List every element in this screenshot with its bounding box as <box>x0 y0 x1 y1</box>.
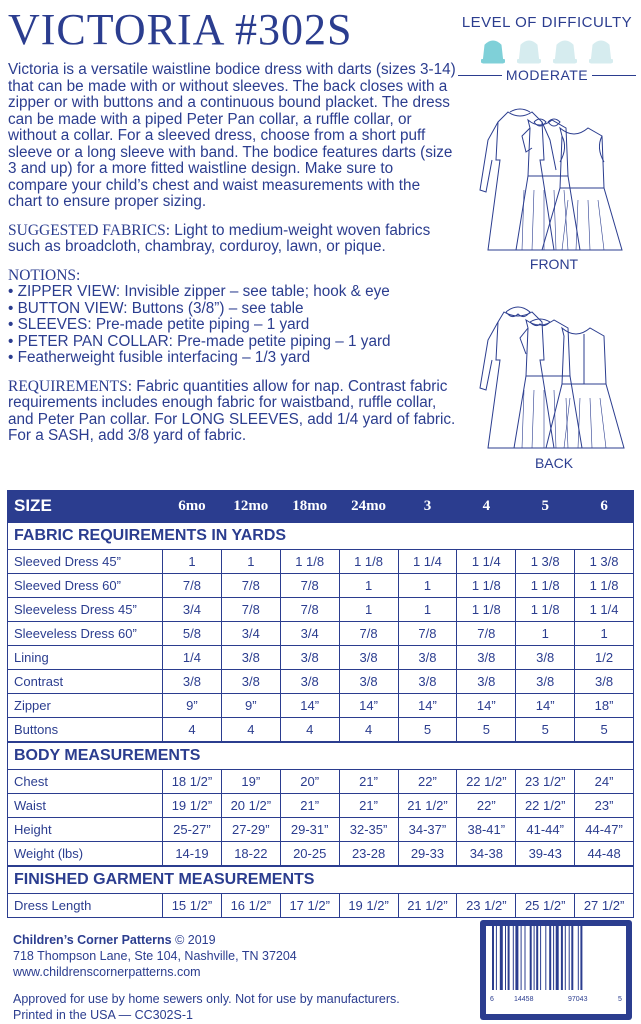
table-cell: 14” <box>339 694 398 718</box>
notion-item: • ZIPPER VIEW: Invisible zipper – see table; hook & eye <box>8 283 390 300</box>
table-cell: 19 1/2” <box>163 794 222 818</box>
table-cell: 3/8 <box>457 670 516 694</box>
notion-item: • BUTTON VIEW: Buttons (3/8”) – see table <box>8 299 304 317</box>
table-row <box>8 646 634 670</box>
row-label: Contrast <box>8 670 163 694</box>
row-label: Sleeveless Dress 60” <box>8 622 163 646</box>
table-cell: 14” <box>516 694 575 718</box>
table-cell: 3/4 <box>280 622 339 646</box>
size-header-cell: 6 <box>575 491 634 523</box>
table-cell: 41-44” <box>516 818 575 842</box>
table-row <box>8 694 634 718</box>
table-cell: 14” <box>457 694 516 718</box>
publisher-footer <box>13 932 473 1023</box>
table-cell: 5 <box>575 718 634 743</box>
table-cell: 44-48 <box>575 842 634 867</box>
front-view-illustration <box>470 100 638 255</box>
table-cell: 44-47” <box>575 818 634 842</box>
table-cell: 3/8 <box>221 670 280 694</box>
table-row <box>8 598 634 622</box>
table-cell: 1 1/8 <box>516 574 575 598</box>
table-cell: 5 <box>457 718 516 743</box>
table-cell: 3/8 <box>339 670 398 694</box>
table-cell: 1 1/8 <box>280 550 339 574</box>
table-cell: 38-41” <box>457 818 516 842</box>
company-address: 718 Thompson Lane, Ste 104, Nashville, TN 37204 <box>13 949 297 963</box>
table-cell: 9” <box>221 694 280 718</box>
table-section-title: BODY MEASUREMENTS <box>8 742 634 770</box>
table-cell: 1 <box>339 598 398 622</box>
barcode-digits-group-1: 14458 <box>514 996 534 1003</box>
row-label: Chest <box>8 770 163 794</box>
pattern-title: VICTORIA #302S <box>8 5 353 54</box>
thimble-icon <box>585 37 617 65</box>
table-cell: 1/4 <box>163 646 222 670</box>
table-cell: 9” <box>163 694 222 718</box>
table-cell: 3/8 <box>280 670 339 694</box>
table-cell: 1 1/4 <box>575 598 634 622</box>
notion-item: • Featherweight fusible interfacing – 1/3 yard <box>8 349 311 366</box>
table-cell: 27-29” <box>221 818 280 842</box>
row-label: Sleeveless Dress 45” <box>8 598 163 622</box>
difficulty-level: MODERATE <box>505 67 589 83</box>
table-cell: 1 1/8 <box>339 550 398 574</box>
table-cell: 1 1/4 <box>457 550 516 574</box>
table-row <box>8 622 634 646</box>
size-header-cell: 18mo <box>280 491 339 523</box>
table-cell: 1 <box>516 622 575 646</box>
table-cell: 7/8 <box>280 598 339 622</box>
back-view-label: BACK <box>534 455 574 471</box>
table-row <box>8 794 634 818</box>
table-cell: 23” <box>575 794 634 818</box>
table-cell: 3/8 <box>163 670 222 694</box>
suggested-fabrics <box>8 223 456 256</box>
table-cell: 7/8 <box>221 574 280 598</box>
size-header-cell: 12mo <box>221 491 280 523</box>
table-cell: 22” <box>457 794 516 818</box>
printed-note: Printed in the USA — CC302S-1 <box>13 1008 193 1022</box>
table-cell: 22 1/2” <box>457 770 516 794</box>
table-section-row <box>8 742 634 770</box>
thimble-icon <box>513 37 545 65</box>
table-cell: 18 1/2” <box>163 770 222 794</box>
table-cell: 1 1/4 <box>398 550 457 574</box>
table-cell: 4 <box>339 718 398 743</box>
table-cell: 39-43 <box>516 842 575 867</box>
row-label: Lining <box>8 646 163 670</box>
table-cell: 3/8 <box>516 646 575 670</box>
table-cell: 23 1/2” <box>516 770 575 794</box>
table-cell: 34-37” <box>398 818 457 842</box>
table-row <box>8 894 634 918</box>
table-cell: 25-27” <box>163 818 222 842</box>
thimble-icon <box>549 37 581 65</box>
table-cell: 3/8 <box>398 670 457 694</box>
table-cell: 1 1/8 <box>457 574 516 598</box>
row-label: Buttons <box>8 718 163 743</box>
table-cell: 3/8 <box>457 646 516 670</box>
suggested-fabrics-heading: SUGGESTED FABRICS: <box>8 221 171 239</box>
table-cell: 7/8 <box>398 622 457 646</box>
table-cell: 17 1/2” <box>280 894 339 918</box>
table-cell: 3/8 <box>516 670 575 694</box>
description-text: Victoria is a versatile waistline bodice dress with darts (sizes 3-14) that can be made with or without sleeves. The back closes with a zipper or with buttons and a continuous bound placket. The dress can be made with a piped Peter Pan collar, a ruffle collar, or without a collar. For a sleeved dress, choose from a short puff sleeve or a long sleeve with band. The bodice features darts (size 3 and up) for a more fitted waistline design. Make sure to compare your child’s chest and waist measurements with the chart to ensure proper sizing. <box>8 61 456 210</box>
table-cell: 22” <box>398 770 457 794</box>
table-cell: 1 <box>398 574 457 598</box>
row-label: Waist <box>8 794 163 818</box>
table-cell: 21” <box>339 770 398 794</box>
size-header-cell: 5 <box>516 491 575 523</box>
table-cell: 21” <box>339 794 398 818</box>
table-row <box>8 842 634 867</box>
back-view-illustration <box>470 298 638 453</box>
table-cell: 21 1/2” <box>398 794 457 818</box>
row-label: Dress Length <box>8 894 163 918</box>
table-cell: 14-19 <box>163 842 222 867</box>
table-cell: 7/8 <box>339 622 398 646</box>
barcode <box>480 920 632 1020</box>
table-cell: 34-38 <box>457 842 516 867</box>
table-cell: 4 <box>163 718 222 743</box>
table-cell: 20” <box>280 770 339 794</box>
table-cell: 1 <box>575 622 634 646</box>
table-row <box>8 670 634 694</box>
barcode-digits-group-2: 97043 <box>568 996 588 1003</box>
table-row <box>8 818 634 842</box>
table-cell: 1 1/8 <box>575 574 634 598</box>
suggested-fabrics-text: Light to medium-weight woven fabrics such as broadcloth, chambray, corduroy, lawn, or pique. <box>8 221 431 255</box>
size-header-cell: 4 <box>457 491 516 523</box>
table-cell: 7/8 <box>280 574 339 598</box>
description-block <box>8 62 456 457</box>
table-cell: 29-31” <box>280 818 339 842</box>
table-cell: 4 <box>221 718 280 743</box>
table-cell: 7/8 <box>221 598 280 622</box>
table-cell: 1 <box>163 550 222 574</box>
table-cell: 4 <box>280 718 339 743</box>
notions-block <box>8 268 456 367</box>
table-cell: 20-25 <box>280 842 339 867</box>
approval-note: Approved for use by home sewers only. Not for use by manufacturers. <box>13 992 400 1006</box>
table-cell: 7/8 <box>457 622 516 646</box>
table-cell: 32-35” <box>339 818 398 842</box>
table-cell: 1 3/8 <box>516 550 575 574</box>
size-header-cell: 3 <box>398 491 457 523</box>
table-cell: 19” <box>221 770 280 794</box>
table-cell: 21 1/2” <box>398 894 457 918</box>
table-cell: 3/4 <box>163 598 222 622</box>
table-cell: 25 1/2” <box>516 894 575 918</box>
table-cell: 18-22 <box>221 842 280 867</box>
table-cell: 23 1/2” <box>457 894 516 918</box>
table-cell: 20 1/2” <box>221 794 280 818</box>
table-cell: 16 1/2” <box>221 894 280 918</box>
thimble-icon <box>477 37 509 65</box>
notions-list <box>8 284 456 367</box>
table-section-title: FINISHED GARMENT MEASUREMENTS <box>8 866 634 894</box>
table-cell: 3/8 <box>339 646 398 670</box>
table-section-row <box>8 866 634 894</box>
table-cell: 29-33 <box>398 842 457 867</box>
requirements-text: Fabric quantities allow for nap. Contrast fabric requirements includes enough fabric for waistband, ruffle collar, and Peter Pan collar. For LONG SLEEVES, add 1/4 yard of fabric. For a SASH, add 3/8 yard of fabric. <box>8 377 456 444</box>
front-view-label: FRONT <box>529 256 579 272</box>
notions-heading: NOTIONS: <box>8 266 81 284</box>
row-label: Sleeved Dress 45” <box>8 550 163 574</box>
table-cell: 5/8 <box>163 622 222 646</box>
table-cell: 1 <box>398 598 457 622</box>
table-cell: 5 <box>516 718 575 743</box>
copyright-year: © 2019 <box>171 933 216 947</box>
barcode-digit-right: 5 <box>618 996 622 1003</box>
table-cell: 3/8 <box>221 646 280 670</box>
table-cell: 18” <box>575 694 634 718</box>
table-row <box>8 574 634 598</box>
table-cell: 22 1/2” <box>516 794 575 818</box>
row-label: Zipper <box>8 694 163 718</box>
table-section-row <box>8 522 634 550</box>
table-cell: 24” <box>575 770 634 794</box>
row-label: Height <box>8 818 163 842</box>
table-cell: 21” <box>280 794 339 818</box>
table-cell: 5 <box>398 718 457 743</box>
table-row <box>8 550 634 574</box>
table-cell: 1 1/8 <box>457 598 516 622</box>
difficulty-panel <box>458 14 636 83</box>
table-cell: 1 <box>339 574 398 598</box>
table-cell: 1 3/8 <box>575 550 634 574</box>
table-cell: 15 1/2” <box>163 894 222 918</box>
table-section-title: FABRIC REQUIREMENTS IN YARDS <box>8 522 634 550</box>
size-header-row <box>8 491 634 523</box>
notion-item: • SLEEVES: Pre-made petite piping – 1 yard <box>8 316 310 333</box>
table-cell: 19 1/2” <box>339 894 398 918</box>
table-cell: 1 <box>221 550 280 574</box>
table-cell: 3/8 <box>280 646 339 670</box>
row-label: Sleeved Dress 60” <box>8 574 163 598</box>
size-header-cell: 24mo <box>339 491 398 523</box>
notion-item: • PETER PAN COLLAR: Pre-made petite piping – 1 yard <box>8 332 391 350</box>
table-cell: 14” <box>398 694 457 718</box>
table-row <box>8 770 634 794</box>
company-website[interactable]: www.childrenscornerpatterns.com <box>13 965 201 979</box>
table-cell: 3/8 <box>575 670 634 694</box>
size-chart-table <box>7 490 634 918</box>
row-label: Weight (lbs) <box>8 842 163 867</box>
size-header-label: SIZE <box>8 491 163 523</box>
table-cell: 3/4 <box>221 622 280 646</box>
table-cell: 14” <box>280 694 339 718</box>
table-row <box>8 718 634 743</box>
table-cell: 27 1/2” <box>575 894 634 918</box>
table-cell: 7/8 <box>163 574 222 598</box>
requirements-block <box>8 379 456 445</box>
table-cell: 1/2 <box>575 646 634 670</box>
barcode-digit-left: 6 <box>490 996 494 1003</box>
company-name: Children’s Corner Patterns <box>13 933 172 947</box>
requirements-heading: REQUIREMENTS: <box>8 377 132 395</box>
difficulty-thimbles <box>458 37 636 65</box>
size-header-cell: 6mo <box>163 491 222 523</box>
barcode-bars <box>486 924 626 996</box>
difficulty-label: LEVEL OF DIFFICULTY <box>461 14 633 31</box>
table-cell: 3/8 <box>398 646 457 670</box>
table-cell: 23-28 <box>339 842 398 867</box>
table-cell: 1 1/8 <box>516 598 575 622</box>
